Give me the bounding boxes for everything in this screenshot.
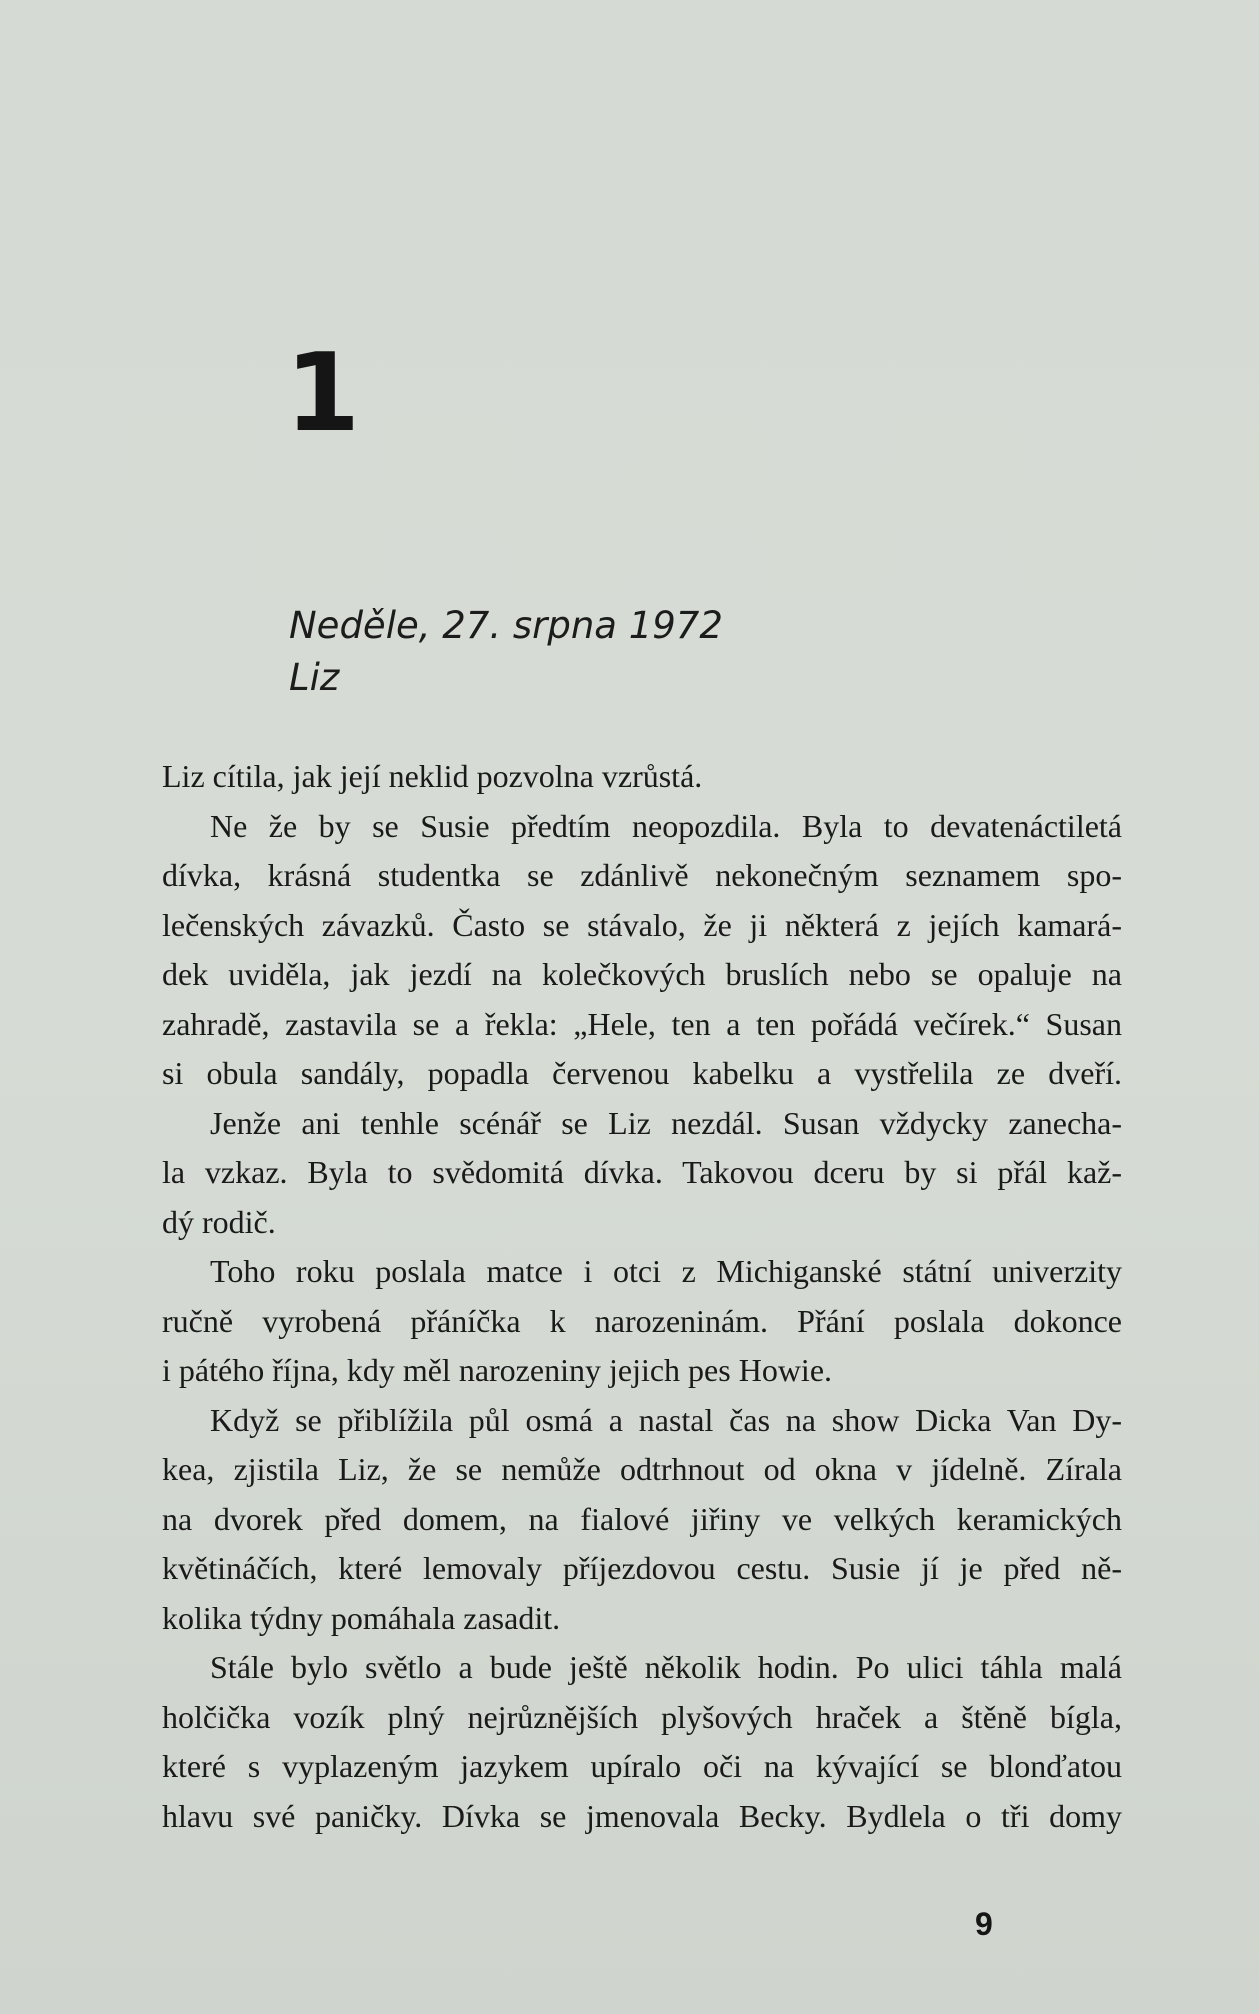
text-line: si obula sandály, popadla červenou kabelku a vystřelila ze dveří. (162, 1055, 1122, 1091)
text-line: zahradě, zastavila se a řekla: „Hele, ten a ten pořádá večírek.“ Susan (162, 1005, 1122, 1042)
text-line: dý rodič. (162, 1203, 276, 1240)
text-line: které s vyplazeným jazykem upíralo oči na kývající se blonďatou (162, 1748, 1122, 1784)
text-line: hlavu své paničky. Dívka se jmenovala Becky. Bydlela o tři domy (162, 1797, 1122, 1834)
text-line: Toho roku poslala matce i otci z Michiganské státní univerzity (210, 1253, 1122, 1289)
text-line: dívka, krásná studentka se zdánlivě nekonečným seznamem spo- (162, 857, 1122, 893)
text-line: holčička vozík plný nejrůznějších plyšových hraček a štěně bígla, (162, 1698, 1122, 1735)
text-line: Liz cítila, jak její neklid pozvolna vzrůstá. (162, 758, 703, 794)
text-line: la vzkaz. Byla to svědomitá dívka. Takovou dceru by si přál kaž- (162, 1154, 1122, 1190)
text-line: Jenže ani tenhle scénář se Liz nezdál. Susan vždycky zanecha- (210, 1104, 1122, 1141)
chapter-date: Neděle, 27. srpna 1972 (289, 604, 723, 647)
text-line: ručně vyrobená přáníčka k narozeninám. Přání poslala dokonce (162, 1302, 1122, 1339)
text-line: kolika týdny pomáhala zasadit. (162, 1599, 561, 1636)
chapter-narrator: Liz (289, 656, 340, 699)
chapter-number: 1 (285, 331, 361, 456)
text-line: Stále bylo světlo a bude ještě několik hodin. Po ulici táhla malá (210, 1649, 1122, 1685)
text-line: kea, zjistila Liz, že se nemůže odtrhnout od okna v jídelně. Zírala (162, 1451, 1122, 1487)
page-number: 9 (975, 1906, 993, 1942)
text-line: lečenských závazků. Často se stávalo, že ji některá z jejích kamará- (162, 906, 1122, 943)
text-line: i pátého října, kdy měl narozeniny jejich pes Howie. (162, 1352, 833, 1388)
text-line: na dvorek před domem, na fialové jiřiny ve velkých keramických (162, 1500, 1122, 1537)
text-line: Ne že by se Susie předtím neopozdila. Byla to devatenáctiletá (210, 807, 1122, 844)
body-text (162, 752, 1122, 1841)
text-line: květináčích, které lemovaly příjezdovou cestu. Susie jí je před ně- (162, 1550, 1122, 1586)
text-line: Když se přiblížila půl osmá a nastal čas na show Dicka Van Dy- (210, 1401, 1122, 1438)
text-line: dek uviděla, jak jezdí na kolečkových bruslích nebo se opaluje na (162, 956, 1122, 992)
chapter-heading (289, 600, 723, 704)
